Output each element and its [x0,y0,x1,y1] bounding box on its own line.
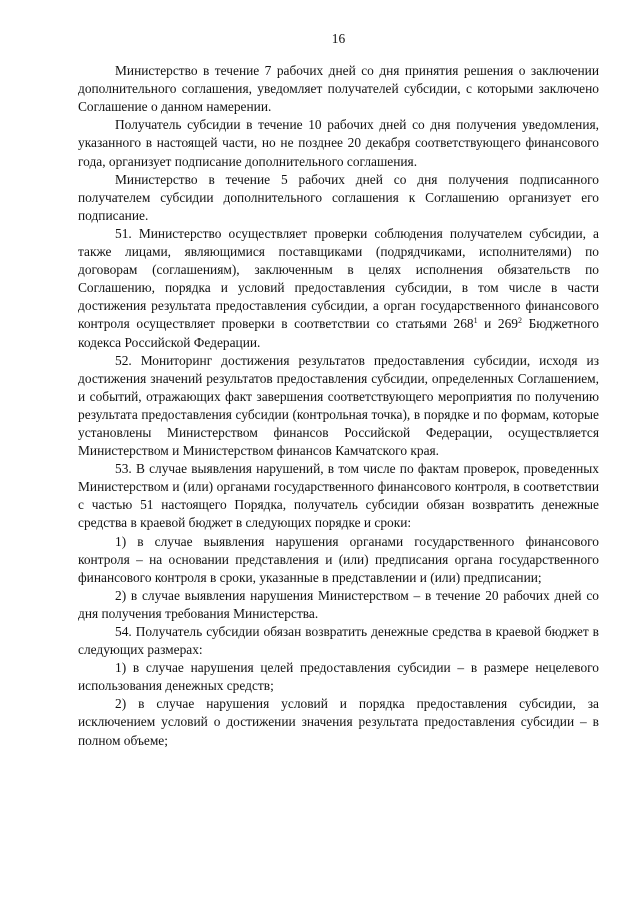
paragraph-53-item-1: 1) в случае выявления нарушения органами государственного финансового контроля – на основании представления и (или) предписания органа государственного финансового контроля в сроки, указанные в представлении и (или) предписании; [78,533,599,585]
paragraph-51-inspections [78,225,599,352]
paragraph-51-text-after: Бюджетного кодекса Российской Федерации. [78,316,600,350]
paragraph-53-item-2: 2) в случае выявления нарушения Министерством – в течение 20 рабочих дней со дня получения требования Министерства. [78,587,599,621]
paragraph-54-item-1: 1) в случае нарушения целей предоставления субсидии – в размере нецелевого использования денежных средств; [78,660,599,694]
paragraph-ministry-notification: Министерство в течение 7 рабочих дней со дня принятия решения о заключении дополнительного соглашения, уведомляет получателей субсидии, с которыми заключено Соглашение о данном намерении. [78,63,599,115]
paragraph-51-text-middle: и 269 [477,316,519,332]
paragraph-54-refund: 54. Получатель субсидии обязан возвратить денежные средства в краевой бюджет в следующих размерах: [78,624,599,658]
paragraph-53-violations: 53. В случае выявления нарушений, в том числе по фактам проверок, проведенных Министерством и (или) органами государственного финансового контроля, в соответствии с частью 51 настоящего Порядка, получатель субсидии обязан возвратить денежные средства в краевой бюджет в следующих порядке и сроки: [78,461,599,531]
paragraph-54-item-2: 2) в случае нарушения условий и порядка предоставления субсидии, за исключением условий о достижении значения результата предоставления субсидии – в полном объеме; [78,696,599,748]
page-number: 16 [331,31,346,46]
paragraph-51-text-before: 51. Министерство осуществляет проверки соблюдения получателем субсидии, а также лицами, являющимися поставщиками (подрядчиками, исполнителями) по договорам (соглашениям), заключенным в целях исполнения обязательств по Соглашению, порядка и условий предоставления субсидии, в том числе в части достижения результата предоставления субсидии, а орган государственного финансового контроля осуществляет проверки в соответствии со статьями 268 [78,225,599,332]
paragraph-ministry-signing: Министерство в течение 5 рабочих дней со дня получения подписанного получателем субсидии дополнительного соглашения к Соглашению организует его подписание. [78,171,599,223]
paragraph-52-monitoring: 52. Мониторинг достижения результатов предоставления субсидии, исходя из достижения значений результатов предоставления субсидии, определенных Соглашением, и событий, отражающих факт завершения соответствующего мероприятия по получению результата предоставления субсидии (контрольная точка), в порядке и по формам, которые установлены Министерством финансов Российской Федерации, осуществляется Министерством и Министерством финансов Камчатского края. [78,352,599,459]
document-page [78,30,599,750]
superscript-269: 2 [518,316,523,326]
superscript-268: 1 [473,316,478,326]
paragraph-recipient-signing: Получатель субсидии в течение 10 рабочих дней со дня получения уведомления, указанного в настоящей части, но не позднее 20 декабря соответствующего финансового года, организует подписание дополнительного соглашения. [78,117,599,169]
